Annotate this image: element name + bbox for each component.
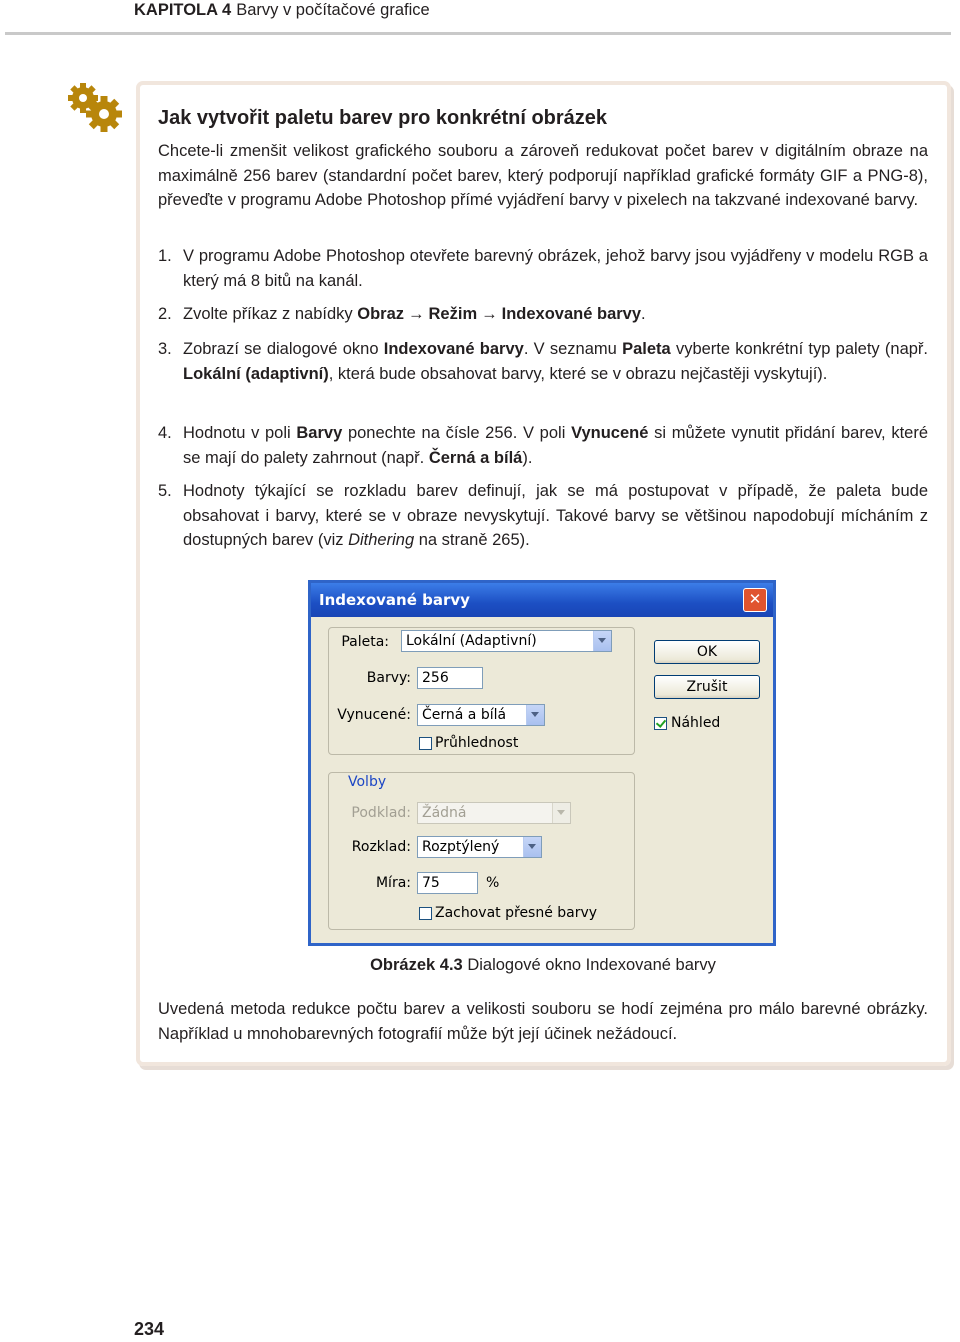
step-text: si můžete vynutit přidání barev, které se mají do palety zahrnout (např. <box>183 424 929 467</box>
transparency-checkbox[interactable] <box>419 737 432 750</box>
step-2 <box>158 302 928 327</box>
dialog-titlebar[interactable] <box>311 583 773 617</box>
step-text: Zvolte příkaz z nabídky <box>183 305 358 323</box>
step-5 <box>158 479 928 553</box>
indexed-colors-dialog <box>308 580 776 946</box>
colors-input[interactable] <box>417 667 483 689</box>
options-title: Volby <box>344 774 390 790</box>
amount-label: Míra: <box>375 875 411 891</box>
caption-label: Obrázek 4.3 <box>370 956 463 974</box>
italic-term: Dithering <box>348 531 415 549</box>
chevron-down-icon[interactable] <box>552 803 570 823</box>
step-number: 5. <box>158 482 172 500</box>
arrow-right-icon: → <box>408 305 425 323</box>
menu-obraz: Obraz <box>357 305 405 323</box>
dither-select[interactable] <box>417 836 542 858</box>
chevron-down-icon[interactable] <box>523 837 541 857</box>
dither-value: Rozptýlený <box>422 839 500 855</box>
outro-paragraph: Uvedená metoda redukce počtu barev a velikosti souboru se hodí zejména pro málo barevné obrázky. Například u mnohobarevných fotografií může být její účinek nežádoucí. <box>158 1000 928 1043</box>
step-text: vyberte konkrétní typ palety (např. <box>670 340 929 358</box>
step-text: Hodnoty týkající se rozkladu barev definují, jak se má postupovat v případě, že paleta bude obsahovat i barvy, které se v obraze nevyskytují. Takové barvy se většinou napodobují mícháním z dostupných barev (viz <box>183 482 928 549</box>
gears-icon <box>66 82 124 134</box>
ok-button[interactable]: OK <box>654 640 760 664</box>
intro-paragraph: Chcete-li zmenšit velikost grafického souboru a zároveň redukovat počet barev v digitálním obraze na maximálně 256 barev (standardní počet barev, který podporují například grafické formáty GIF a PNG-8), převeďte v programu Adobe Photoshop přímé vyjádření barvy v pixelech na takzvané indexované barvy. <box>158 142 928 209</box>
bold-term: Barvy <box>296 424 343 442</box>
bold-term: Indexované barvy <box>383 340 524 358</box>
forced-select[interactable] <box>417 704 545 726</box>
forced-value: Černá a bílá <box>422 707 507 723</box>
dialog-title: Indexované barvy <box>319 591 470 609</box>
chapter-title: Barvy v počítačové grafice <box>236 1 430 19</box>
step-number: 2. <box>158 305 172 323</box>
matte-select[interactable] <box>417 802 571 824</box>
step-number: 4. <box>158 424 172 442</box>
transparency-label: Průhlednost <box>435 735 519 751</box>
step-text: ponechte na čísle 256. V poli <box>342 424 572 442</box>
step-1 <box>158 244 928 293</box>
amount-input[interactable] <box>417 872 478 894</box>
bold-term: Černá a bílá <box>428 448 523 467</box>
bold-term: Lokální (adaptivní) <box>183 364 329 383</box>
menu-indexed: Indexované barvy <box>501 305 642 323</box>
page-number: 234 <box>134 1319 165 1339</box>
step-text: , která bude obsahovat barvy, které se v obrazu nejčastěji vyskytují). <box>328 364 828 383</box>
preview-checkbox[interactable] <box>654 717 667 730</box>
amount-unit: % <box>486 875 500 891</box>
step-number: 1. <box>158 247 172 265</box>
header-divider <box>5 32 951 35</box>
chevron-down-icon[interactable] <box>526 705 544 725</box>
palette-label: Paleta: <box>341 634 389 650</box>
exact-colors-label: Zachovat přesné barvy <box>435 905 598 921</box>
caption-text: Dialogové okno Indexované barvy <box>462 956 716 974</box>
chapter-label: KAPITOLA 4 <box>134 1 232 19</box>
colors-label: Barvy: <box>366 670 411 686</box>
bold-term: Vynucené <box>571 424 649 442</box>
step-4 <box>158 421 928 470</box>
colors-value: 256 <box>422 670 449 686</box>
exact-colors-checkbox[interactable] <box>419 907 432 920</box>
close-icon[interactable]: ✕ <box>743 588 767 612</box>
step-number: 3. <box>158 340 172 358</box>
step-3 <box>158 337 928 386</box>
menu-rezim: Režim <box>428 305 478 323</box>
matte-value: Žádná <box>422 805 467 821</box>
step-text: na straně 265). <box>414 531 530 549</box>
figure-caption <box>158 953 928 977</box>
palette-select[interactable] <box>401 630 612 652</box>
bold-term: Paleta <box>622 340 671 358</box>
amount-value: 75 <box>422 875 440 891</box>
step-text: V programu Adobe Photoshop otevřete barevný obrázek, jehož barvy jsou vyjádřeny v modelu RGB a který má 8 bitů na kanál. <box>183 247 928 290</box>
step-text: ). <box>522 448 533 467</box>
chevron-down-icon[interactable] <box>593 631 611 651</box>
matte-label: Podklad: <box>351 805 411 821</box>
arrow-right-icon: → <box>481 305 498 323</box>
step-text: Zobrazí se dialogové okno <box>183 340 384 358</box>
palette-value: Lokální (Adaptivní) <box>406 633 537 649</box>
running-header <box>134 0 430 20</box>
dither-label: Rozklad: <box>351 839 411 855</box>
tip-title: Jak vytvořit paletu barev pro konkrétní obrázek <box>158 107 608 129</box>
step-end: . <box>641 305 646 323</box>
cancel-button[interactable]: Zrušit <box>654 675 760 699</box>
step-text: . V seznamu <box>523 340 623 358</box>
step-text: Hodnotu v poli <box>183 424 297 442</box>
forced-label: Vynucené: <box>337 707 411 723</box>
preview-label: Náhled <box>671 715 721 731</box>
